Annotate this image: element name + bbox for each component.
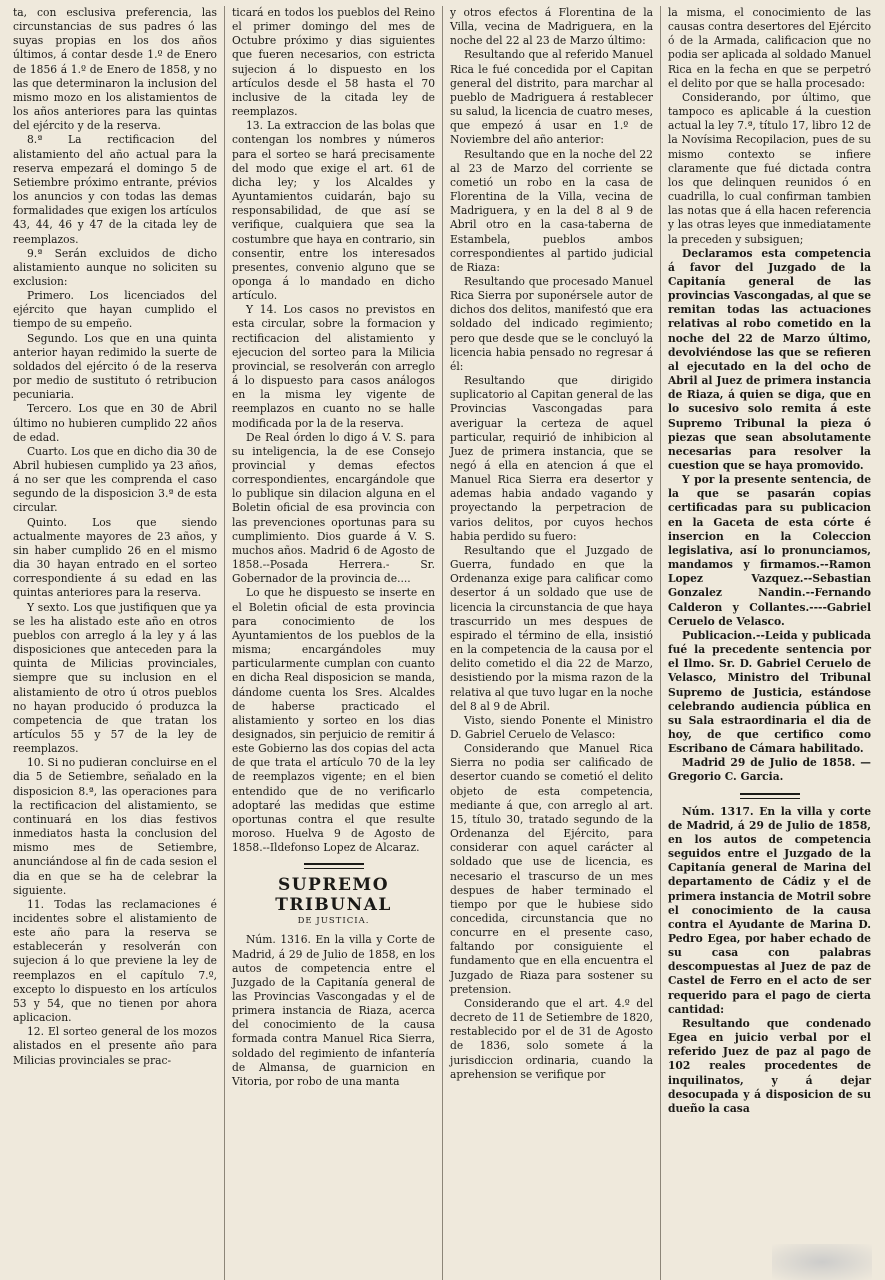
column-1 (6, 6, 224, 1280)
paragraph: Considerando que Manuel Rica Sierra no podia ser calificado de desertor cuando se cometió el delito objeto de esta competencia, mediante á que, con arreglo al art. 15, título 30, tratado segundo de la Ordenanza del Ejército, para considerar con aquel carácter al soldado que use de licencia, es necesario el trascurso de un mes despues de haber terminado el tiempo por que le hubiese sido concedida, circunstancia que no concurre en el presente caso, faltando por consiguiente el fundamento que en ella encuentra el Juzgado de Riaza para sostener su pretension. (450, 742, 653, 996)
paragraph: Resultando que el Juzgado de Guerra, fundado en que la Ordenanza exige para calificar como desertor á un soldado que use de licencia la circunstancia de que haya trascurrido un mes despues de espirado el término de ella, insistió en la competencia de la causa por el delito cometido el dia 22 de Marzo, desistiendo por la misma razon de la relativa al que tuvo lugar en la noche del 8 al 9 de Abril. (450, 543, 653, 713)
paragraph: Núm. 1316. En la villa y Corte de Madrid, á 29 de Julio de 1858, en los autos de competencia entre el Juzgado de la Capitanía general de las Provincias Vascongadas y el de primera instancia de Riaza, acerca del conocimiento de la causa formada contra Manuel Rica Sierra, soldado del regimiento de infantería de Almansa, de guarnicion en Vitoria, por robo de una manta (232, 933, 435, 1088)
paragraph: Considerando, por último, que tampoco es aplicable á la cuestion actual la ley 7.ª, título 17, libro 12 de la Novísima Recopilacion, pues de su mismo contexto se infiere claramente que fué dictada contra los que delinquen reunidos ó en cuadrilla, lo cual confirman tambien las notas que á ella hacen referencia y las otras leyes que inmediatamente la preceden y subsiguen; (668, 90, 871, 246)
paragraph: ticará en todos los pueblos del Reino el primer domingo del mes de Octubre próximo y dias siguientes que fueren necesarios, con estricta sujecion á lo dispuesto en los artículos desde el 58 hasta el 70 inclusive de la citada ley de reemplazos. (232, 6, 435, 119)
paragraph: Segundo. Los que en una quinta anterior hayan redimido la suerte de soldados del ejército ó de la reserva por medio de sustituto ó retribucion pecuniaria. (13, 331, 217, 402)
date-signature: Madrid 29 de Julio de 1858. —Gregorio C. Garcia. (668, 756, 871, 784)
paragraph: Considerando que el art. 4.º del decreto de 11 de Setiembre de 1820, restablecido por el de 31 de Agosto de 1836, solo somete á la jurisdiccion ordinaria, cuando la aprehension se verifique por (450, 996, 653, 1081)
paragraph: Resultando que en la noche del 22 al 23 de Marzo del corriente se cometió un robo en la casa de Florentina de la Villa, vecina de Madriguera, y en la del 8 al 9 de Abril otro en la casa-taberna de Estambela, pueblos ambos correspondientes al partido judicial de Riaza: (450, 147, 653, 274)
paragraph: Lo que he dispuesto se inserte en el Boletin oficial de esta provincia para conocimiento de los Ayuntamientos de los pueblos de la misma; encargándoles muy particularmente cumplan con cuanto en dicha Real disposicion se manda, dándome cuenta los Sres. Alcaldes de haberse practicado el alistamiento y sorteo en los dias designados, sin perjuicio de remitir á este Gobierno las dos copias del acta de que trata el artículo 70 de la ley de reemplazos vigente; en el bien entendido que de no verificarlo adoptaré las medidas que estime oportunas contra el que resulte moroso. Huelva 9 de Agosto de 1858.--Ildefonso Lopez de Alcaraz. (232, 586, 435, 855)
paragraph: 13. La extraccion de las bolas que contengan los nombres y números para el sorteo se hará precisamente del modo que exige el art. 61 de dicha ley; y los Alcaldes y Ayuntamientos cuidarán, bajo su responsabilidad, de que así se verifique, cualquiera que sea la costumbre que haya en contrario, sin consentir, entre los interesados presentes, convenio alguno que se oponga á lo mandado en dicho artículo. (232, 119, 435, 303)
column-3 (442, 6, 660, 1280)
paragraph: Resultando que dirigido suplicatorio al Capitan general de las Provincias Vascongadas para averiguar la certeza de aquel particular, requirió de inhibicion al Juez de primera instancia, que se negó á ella en atencion á que el Manuel Rica Sierra era desertor y ademas habia andado vagando y proyectando la perpetracion de varios delitos, por cuyos hechos habia perdido su fuero: (450, 374, 653, 543)
paragraph: la misma, el conocimiento de las causas contra desertores del Ejército ó de la Armada, calificacion que no podia ser aplicada al soldado Manuel Rica en la fecha en que se perpetró el delito por que se halla procesado: (668, 6, 871, 90)
paragraph: Primero. Los licenciados del ejército que hayan cumplido el tiempo de su empeño. (13, 289, 217, 331)
section-divider (304, 863, 364, 869)
paragraph: Núm. 1317. En la villa y corte de Madrid, á 29 de Julio de 1858, en los autos de competencia seguidos entre el Juzgado de la Capitanía general de Marina del departamento de Cádiz y el de primera instancia de Motril sobre el conocimiento de la causa contra el Ayudante de Marina D. Pedro Egea, por haber echado de su casa con palabras descompuestas al Juez de paz de Castel de Ferro en el acto de ser requerido para el pago de cierta cantidad: (668, 804, 871, 1016)
paragraph: Y 14. Los casos no previstos en esta circular, sobre la formacion y rectificacion del alistamiento y ejecucion del sorteo para la Milicia provincial, se resolverán con arreglo á lo dispuesto para casos análogos en la misma ley vigente de reemplazos en cuanto no se halle modificada por la de la reserva. (232, 303, 435, 430)
paragraph: Tercero. Los que en 30 de Abril último no hubieren cumplido 22 años de edad. (13, 402, 217, 444)
paragraph: 9.ª Serán excluidos de dicho alistamiento aunque no soliciten su exclusion: (13, 246, 217, 288)
paragraph: Resultando que procesado Manuel Rica Sierra por suponérsele autor de dichos dos delitos, manifestó que era soldado del indicado regimiento; pero que desde que se le concluyó la licencia habia pensado no regresar á él: (450, 274, 653, 373)
column-4 (660, 6, 878, 1280)
paragraph: Resultando que condenado Egea en juicio verbal por el referido Juez de paz al pago de 102 reales procedentes de inquilinatos, y á dejar desocupada y á disposicion de su dueño la casa (668, 1016, 871, 1115)
paragraph: Quinto. Los que siendo actualmente mayores de 23 años, y sin haber cumplido 26 en el mismo dia 30 hayan entrado en el sorteo correspondiente á su edad en las quintas anteriores para la reserva. (13, 515, 217, 600)
paragraph: 11. Todas las reclamaciones é incidentes sobre el alistamiento de este año para la reserva se establecerán y resolverán con sujecion á lo que previene la ley de reemplazos en el capítulo 7.º, excepto lo dispuesto en los artículos 53 y 54, que no tienen por ahora aplicacion. (13, 897, 217, 1025)
paragraph: Cuarto. Los que en dicho dia 30 de Abril hubiesen cumplido ya 23 años, á no ser que les comprenda el caso segundo de la disposicion 3.ª de esta circular. (13, 444, 217, 515)
section-divider (740, 793, 800, 799)
paragraph: 10. Si no pudieran concluirse en el dia 5 de Setiembre, señalado en la disposicion 8.ª, las operaciones para la rectificacion del alistamiento, se continuará en los dias festivos inmediatos hasta la conclusion del mismo mes de Setiembre, anunciándose al fin de cada sesion el dia en que se ha de celebrar la siguiente. (13, 756, 217, 897)
section-subtitle: DE JUSTICIA. (297, 916, 370, 927)
paragraph: 8.ª La rectificacion del alistamiento del año actual para la reserva empezará el domingo 5 de Setiembre próximo entrante, prévios los anuncios y con todas las demas formalidades que exigen los artículos 43, 44, 46 y 47 de la citada ley de reemplazos. (13, 133, 217, 246)
section-title: SUPREMO TRIBUNAL (275, 875, 392, 916)
paragraph: Declaramos esta competencia á favor del Juzgado de la Capitanía general de las provincias Vascongadas, al que se remitan todas las actuaciones relativas al robo cometido en la noche del 22 de Marzo último, devolviéndose las que se refieren al ejecutado en la del ocho de Abril al Juez de primera instancia de Riaza, á quien se diga, que en lo sucesivo solo remita á este Supremo Tribunal la pieza ó piezas que sean absolutamente necesarias para resolver la cuestion que se haya promovido. (668, 246, 871, 472)
paragraph: Publicacion.--Leida y publicada fué la precedente sentencia por el Ilmo. Sr. D. Gabriel Ceruelo de Velasco, Ministro del Tribunal Supremo de Justicia, estándose celebrando audiencia pública en su Sala estraordinaria el dia de hoy, de que certifico como Escribano de Cámara habilitado. (668, 628, 871, 756)
paragraph: y otros efectos á Florentina de la Villa, vecina de Madriguera, en la noche del 22 al 23 de Marzo último: (450, 6, 653, 48)
paragraph: ta, con esclusiva preferencia, las circunstancias de sus padres ó las suyas propias en los dos años últimos, á contar desde 1.º de Enero de 1856 á 1.º de Enero de 1858, y no las que determinaron la inclusion del mismo mozo en los alistamientos de los años anteriores para las quintas del ejército y de la reserva. (13, 6, 217, 133)
paragraph: Visto, siendo Ponente el Ministro D. Gabriel Ceruelo de Velasco: (450, 713, 653, 741)
paragraph: Y por la presente sentencia, de la que se pasarán copias certificadas para su publicacion en la Gaceta de esta córte é insercion en la Coleccion legislativa, así lo pronunciamos, mandamos y firmamos.--Ramon Lopez Vazquez.--Sebastian Gonzalez Nandin.--Fernando Calderon y Collantes.----Gabriel Ceruelo de Velasco. (668, 473, 871, 628)
paper-stain (772, 1244, 872, 1280)
paragraph: 12. El sorteo general de los mozos alistados en el presente año para Milicias provinciales se prac- (13, 1025, 217, 1067)
paragraph: Resultando que al referido Manuel Rica le fué concedida por el Capitan general del distrito, para marchar al pueblo de Madriguera á restablecer su salud, la licencia de cuatro meses, que empezó á usar en 1.º de Noviembre del año anterior: (450, 48, 653, 147)
paragraph: De Real órden lo digo á V. S. para su inteligencia, la de ese Consejo provincial y demas efectos correspondientes, encargándole que lo publique sin dilacion alguna en el Boletin oficial de esa provincia con las prevenciones oportunas para su cumplimiento. Dios guarde á V. S. muchos años. Madrid 6 de Agosto de 1858.--Posada Herrera.- Sr. Gobernador de la provincia de.... (232, 430, 435, 586)
column-2 (224, 6, 442, 1280)
paragraph: Y sexto. Los que justifiquen que ya se les ha alistado este año en otros pueblos con arreglo á la ley y á las disposiciones que anteceden para la quinta de Milicias provinciales, siempre que su inclusion en el alistamiento de otro ú otros pueblos no hayan producido ó produzca la competencia de que tratan los artículos 55 y 57 de la ley de reemplazos. (13, 600, 217, 756)
